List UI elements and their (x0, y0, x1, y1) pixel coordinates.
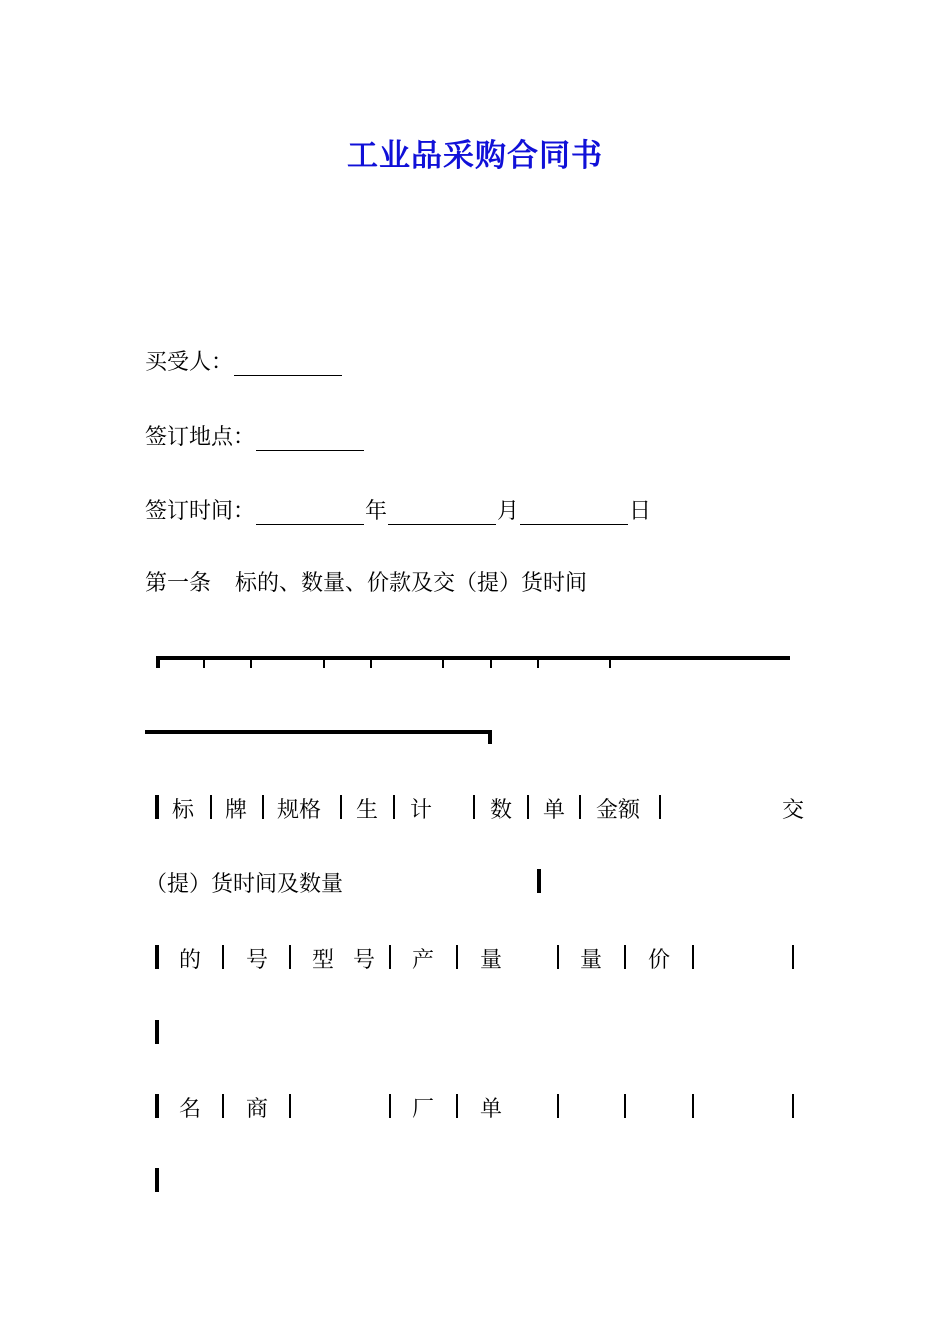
signing-place-field (145, 420, 365, 451)
article-text: 标的、数量、价款及交（提）货时间 (235, 571, 588, 596)
signing-time-label: 签订时间： (145, 499, 256, 524)
buyer-label: 买受人： (145, 350, 234, 375)
document-title: 工业品采购合同书 (347, 138, 603, 174)
header-cell: 单 (543, 798, 566, 823)
header-cell: 量 (480, 948, 503, 973)
signing-place-label: 签订地点： (145, 425, 256, 450)
buyer-field (145, 345, 343, 376)
header-cell: 的 (179, 948, 202, 973)
header-cell: 产 (412, 948, 435, 973)
day-label: 日 (629, 499, 652, 524)
buyer-blank (234, 353, 342, 376)
header-cell: 名 (179, 1097, 202, 1122)
article-number: 第一条 (145, 571, 212, 596)
year-label: 年 (365, 499, 388, 524)
month-blank (388, 502, 496, 525)
header-cell: 价 (648, 948, 671, 973)
month-label: 月 (497, 499, 520, 524)
signing-time-field (145, 494, 651, 525)
header-cell: 牌 (225, 798, 248, 823)
header-cell: 金额 (596, 798, 641, 823)
day-blank (520, 502, 628, 525)
header-cell: 标 (172, 798, 195, 823)
header-cell: 型 号 (312, 948, 381, 973)
header-cell: 厂 (412, 1097, 435, 1122)
header-cell: 号 (246, 948, 269, 973)
year-blank (256, 502, 364, 525)
header-cell: 数 (490, 798, 513, 823)
header-cell: 量 (580, 948, 603, 973)
header-cell: 商 (246, 1097, 269, 1122)
header-cell: 生 (356, 798, 379, 823)
article-1-heading (145, 566, 587, 597)
header-cell: （提）货时间及数量 (145, 872, 344, 897)
header-cell: 交 (782, 798, 805, 823)
signing-place-blank (256, 428, 364, 451)
header-cell: 计 (410, 798, 433, 823)
header-cell: 单 (480, 1097, 503, 1122)
header-cell: 规格 (277, 798, 322, 823)
